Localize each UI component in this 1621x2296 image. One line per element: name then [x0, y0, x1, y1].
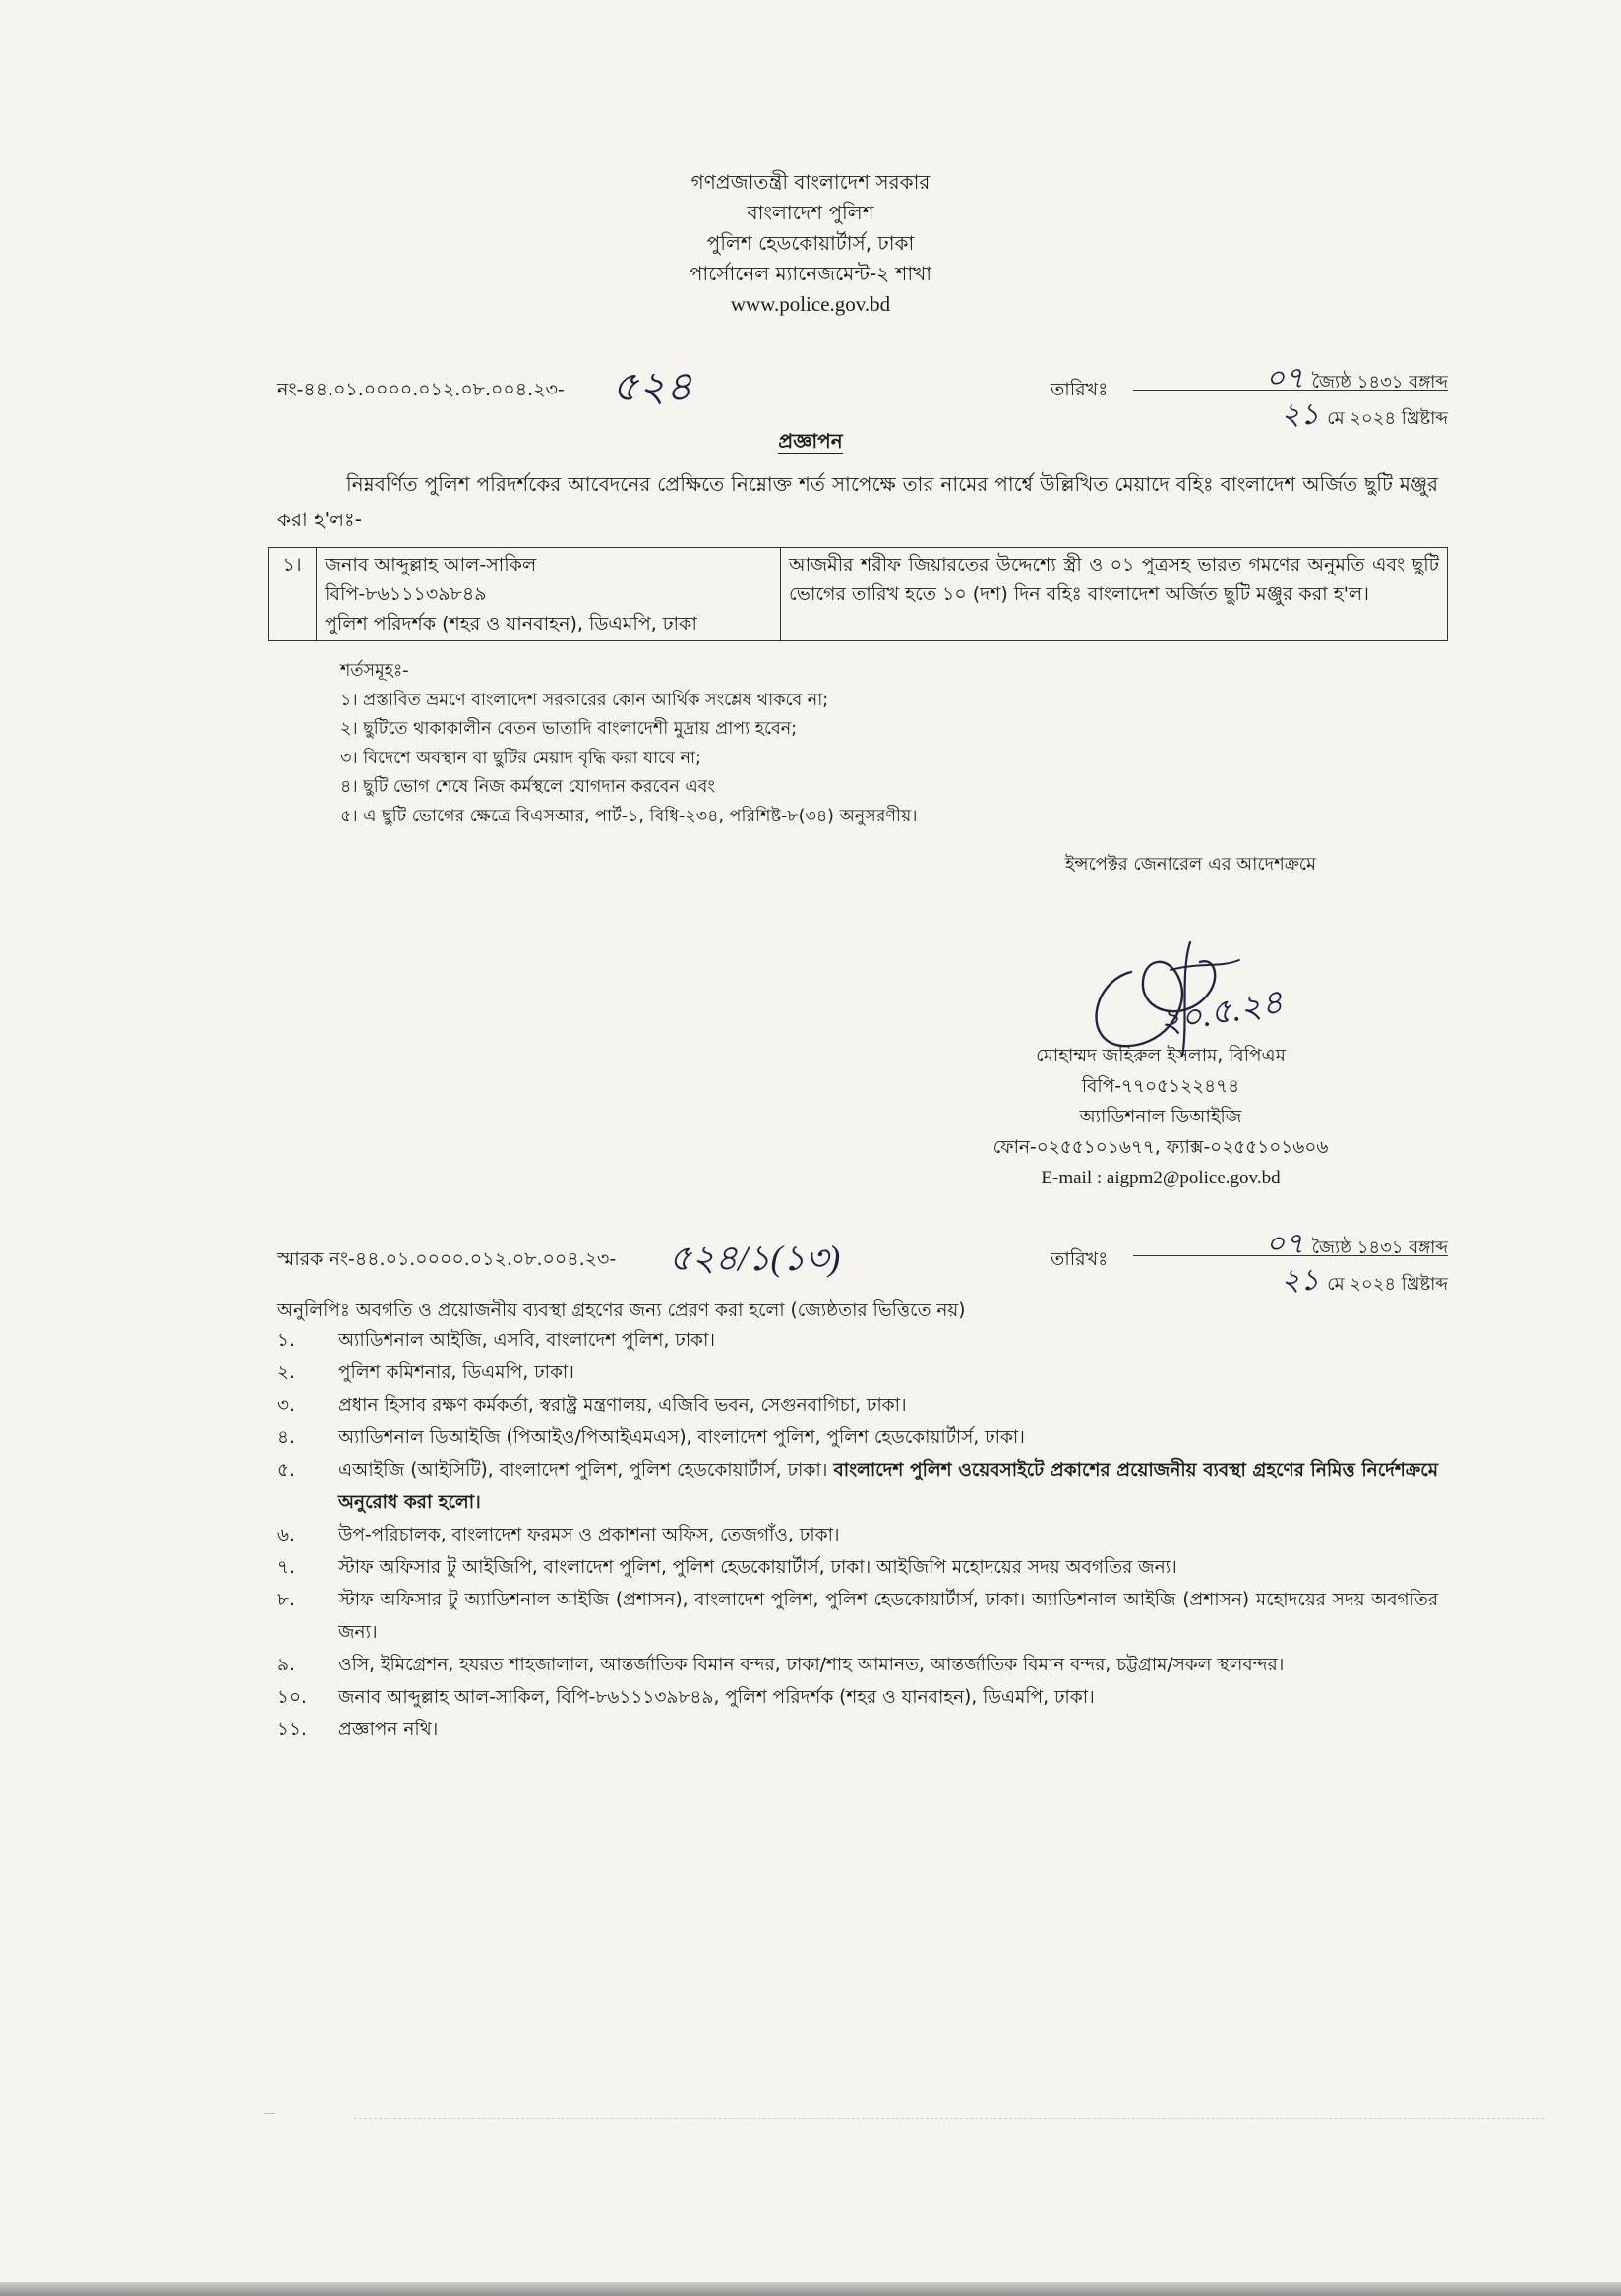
conditions-list [340, 657, 918, 831]
leave-grant-table [268, 547, 1448, 641]
memo-date-gregorian-text: মে ২০২৪ খ্রিষ্টাব্দ [1327, 408, 1448, 429]
list-item: ৭. স্টাফ অফিসার টু আইজিপি, বাংলাদেশ পুলিশ, পুলিশ হেডকোয়ার্টার্স, ঢাকা। আইজিপি মহোদয়ের সদয় অবগতির জন্য। [277, 1557, 1177, 1578]
scan-artifact-mark [264, 2113, 275, 2124]
signatory-phone-fax: ফোন-০২৫৫১০১৬৭৭, ফ্যাক্স-০২৫৫১০১৬০৬ [992, 1137, 1329, 1158]
memo-date-bangla-handwritten: ০৭ [1265, 362, 1304, 394]
memo-date-bangla-text: জ্যৈষ্ঠ ১৪৩১ বঙ্গাব্দ [1311, 372, 1448, 393]
list-item: ৪। ছুটি ভোগ শেষে নিজ কর্মস্থলে যোগদান করবেন এবং [340, 777, 715, 797]
officer-bp-number: বিপি-৮৬১১১৩৯৮৪৯ [325, 583, 487, 605]
signatory-bp-number: বিপি-৭৭০৫১২২৪৭৪ [1081, 1076, 1240, 1097]
memo2-date-label: তারিখঃ [1051, 1248, 1109, 1270]
officer-name: জনাব আব্দুল্লাহ আল-সাকিল [325, 554, 537, 575]
officer-designation: পুলিশ পরিদর্শক (শহর ও যানবাহন), ডিএমপি, ঢাকা [325, 613, 697, 634]
copy-distribution-list [277, 1324, 1438, 1746]
memo2-date-bangla-text: জ্যৈষ্ঠ ১৪৩১ বঙ্গাব্দ [1311, 1238, 1448, 1258]
memo-date [1133, 354, 1448, 431]
signatory-name: মোহাম্মদ জহিরুল ইসলাম, বিপিএম [1036, 1046, 1286, 1066]
branch-name: পার্সোনেল ম্যানেজমেন্ট-২ শাখা [689, 262, 932, 285]
memo-date-gregorian-handwritten: ২১ [1281, 398, 1320, 431]
list-item: ১. অ্যাডিশনাল আইজি, এসবি, বাংলাদেশ পুলিশ, ঢাকা। [277, 1330, 715, 1351]
signature-date-handwritten: ২০.৫.২৪ [1156, 984, 1287, 1042]
grant-serial: ১। [269, 548, 317, 641]
list-item: ১০. জনাব আব্দুল্লাহ আল-সাকিল, বিপি-৮৬১১১৩৯৮৪৯, পুলিশ পরিদর্শক (শহর ও যানবাহন), ডিএমপি, ঢাকা। [277, 1687, 1095, 1708]
website-text: www.police.gov.bd [730, 292, 891, 316]
memo-reference-handwritten: ৫২৪ [612, 365, 692, 410]
list-item: ১১. প্রজ্ঞাপন নথি। [277, 1720, 439, 1740]
memo2-date-gregorian-handwritten: ২১ [1281, 1264, 1320, 1297]
organization-name: বাংলাদেশ পুলিশ [747, 201, 874, 224]
order-line: ইন্সপেক্টর জেনারেল এর আদেশক্রমে [1064, 854, 1316, 875]
list-item: ৩. প্রধান হিসাব রক্ষণ কর্মকর্তা, স্বরাষ্ট্র মন্ত্রণালয়, এজিবি ভবন, সেগুনবাগিচা, ঢাকা। [277, 1395, 907, 1416]
list-item: ৯. ওসি, ইমিগ্রেশন, হযরত শাহজালাল, আন্তর্জাতিক বিমান বন্দর, ঢাকা/শাহ আমানত, আন্তর্জাতিক বিমান বন্দর, চট্টগ্রাম/সকল স্থলবন্দর। [277, 1655, 1285, 1675]
notification-body: নিম্নবর্ণিত পুলিশ পরিদর্শকের আবেদনের প্রেক্ষিতে নিম্নোক্ত শর্ত সাপেক্ষে তার নামের পার্শ্বে উল্লিখিত মেয়াদে বহিঃ বাংলাদেশ অর্জিত ছুটি মঞ্জুর করা হ'লঃ- [277, 472, 1438, 531]
list-item: ১। প্রস্তাবিত ভ্রমণে বাংলাদেশ সরকারের কোন আর্থিক সংশ্লেষ থাকবে না; [340, 690, 829, 710]
scan-artifact-line [354, 2118, 1544, 2119]
website-publication-request: বাংলাদেশ পুলিশ ওয়েবসাইটে প্রকাশের প্রয়োজনীয় ব্যবস্থা গ্রহণের নিমিত্ত নির্দেশক্রমে অনুরোধ করা হলো। [338, 1460, 1438, 1513]
signatory-email: E-mail : aigpm2@police.gov.bd [1041, 1168, 1281, 1188]
memo2-date [1133, 1220, 1448, 1297]
conditions-heading: শর্তসমূহঃ- [340, 661, 409, 681]
copy-distribution-intro: অনুলিপিঃ অবগতি ও প্রয়োজনীয় ব্যবস্থা গ্রহণের জন্য প্রেরণ করা হলো (জ্যেষ্ঠতার ভিত্তিতে নয়) [277, 1300, 966, 1321]
office-name: পুলিশ হেডকোয়ার্টার্স, ঢাকা [706, 231, 915, 255]
memo2-reference-prefix: স্মারক নং-৪৪.০১.০০০০.০১২.০৮.০০৪.২৩- [277, 1248, 617, 1270]
memo-reference [277, 376, 565, 407]
letterhead [0, 167, 1621, 320]
memo-date-label: তারিখঃ [1051, 379, 1109, 400]
list-item: ২. পুলিশ কমিশনার, ডিএমপি, ঢাকা। [277, 1362, 574, 1383]
list-item: ২। ছুটিতে থাকাকালীন বেতন ভাতাদি বাংলাদেশী মুদ্রায় প্রাপ্য হবেন; [340, 719, 798, 739]
list-item: ৩। বিদেশে অবস্থান বা ছুটির মেয়াদ বৃদ্ধি করা যাবে না; [340, 748, 701, 768]
list-item: ৫. এআইজি (আইসিটি), বাংলাদেশ পুলিশ, পুলিশ হেডকোয়ার্টার্স, ঢাকা। বাংলাদেশ পুলিশ ওয়েবসাইটে প্রকাশের প্রয়োজনীয় ব্যবস্থা গ্রহণের নিমিত্ত নির্দেশক্রমে অনুরোধ করা হলো। [277, 1460, 1438, 1513]
memo2-date-gregorian-text: মে ২০২৪ খ্রিষ্টাব্দ [1327, 1274, 1448, 1295]
list-item: ৫। এ ছুটি ভোগের ক্ষেত্রে বিএসআর, পার্ট-১, বিধি-২৩৪, পরিশিষ্ট-৮(৩৪) অনুসরণীয়। [340, 806, 918, 826]
list-item: ৬. উপ-পরিচালক, বাংলাদেশ ফরমস ও প্রকাশনা অফিস, তেজগাঁও, ঢাকা। [277, 1525, 840, 1545]
government-name: গণপ্রজাতন্ত্রী বাংলাদেশ সরকার [690, 170, 931, 194]
memo2-reference-handwritten: ৫২৪/১(১৩) [669, 1239, 841, 1278]
grant-details: আজমীর শরীফ জিয়ারতের উদ্দেশ্যে স্ত্রী ও ০১ পুত্রসহ ভারত গমণের অনুমতি এবং ছুটি ভোগের তারিখ হতে ১০ (দশ) দিন বহিঃ বাংলাদেশ অর্জিত ছুটি মঞ্জুর করা হ'ল। [781, 548, 1448, 641]
signatory-block [984, 1041, 1338, 1193]
memo-reference-prefix: নং-৪৪.০১.০০০০.০১২.০৮.০০৪.২৩- [277, 379, 565, 400]
list-item: ৪. অ্যাডিশনাল ডিআইজি (পিআইও/পিআইএমএস), বাংলাদেশ পুলিশ, পুলিশ হেডকোয়ার্টার্স, ঢাকা। [277, 1427, 1025, 1448]
memo2-date-bangla-handwritten: ০৭ [1265, 1228, 1304, 1260]
list-item: ৮. স্টাফ অফিসার টু অ্যাডিশনাল আইজি (প্রশাসন), বাংলাদেশ পুলিশ, পুলিশ হেডকোয়ার্টার্স, ঢাকা। অ্যাডিশনাল আইজি (প্রশাসন) মহোদয়ের সদয় অবগতির জন্য। [277, 1590, 1438, 1643]
notification-title: প্রজ্ঞাপন [778, 429, 843, 453]
signatory-designation: অ্যাডিশনাল ডিআইজি [1079, 1107, 1242, 1127]
table-row [269, 548, 1448, 641]
grant-officer [317, 548, 781, 641]
